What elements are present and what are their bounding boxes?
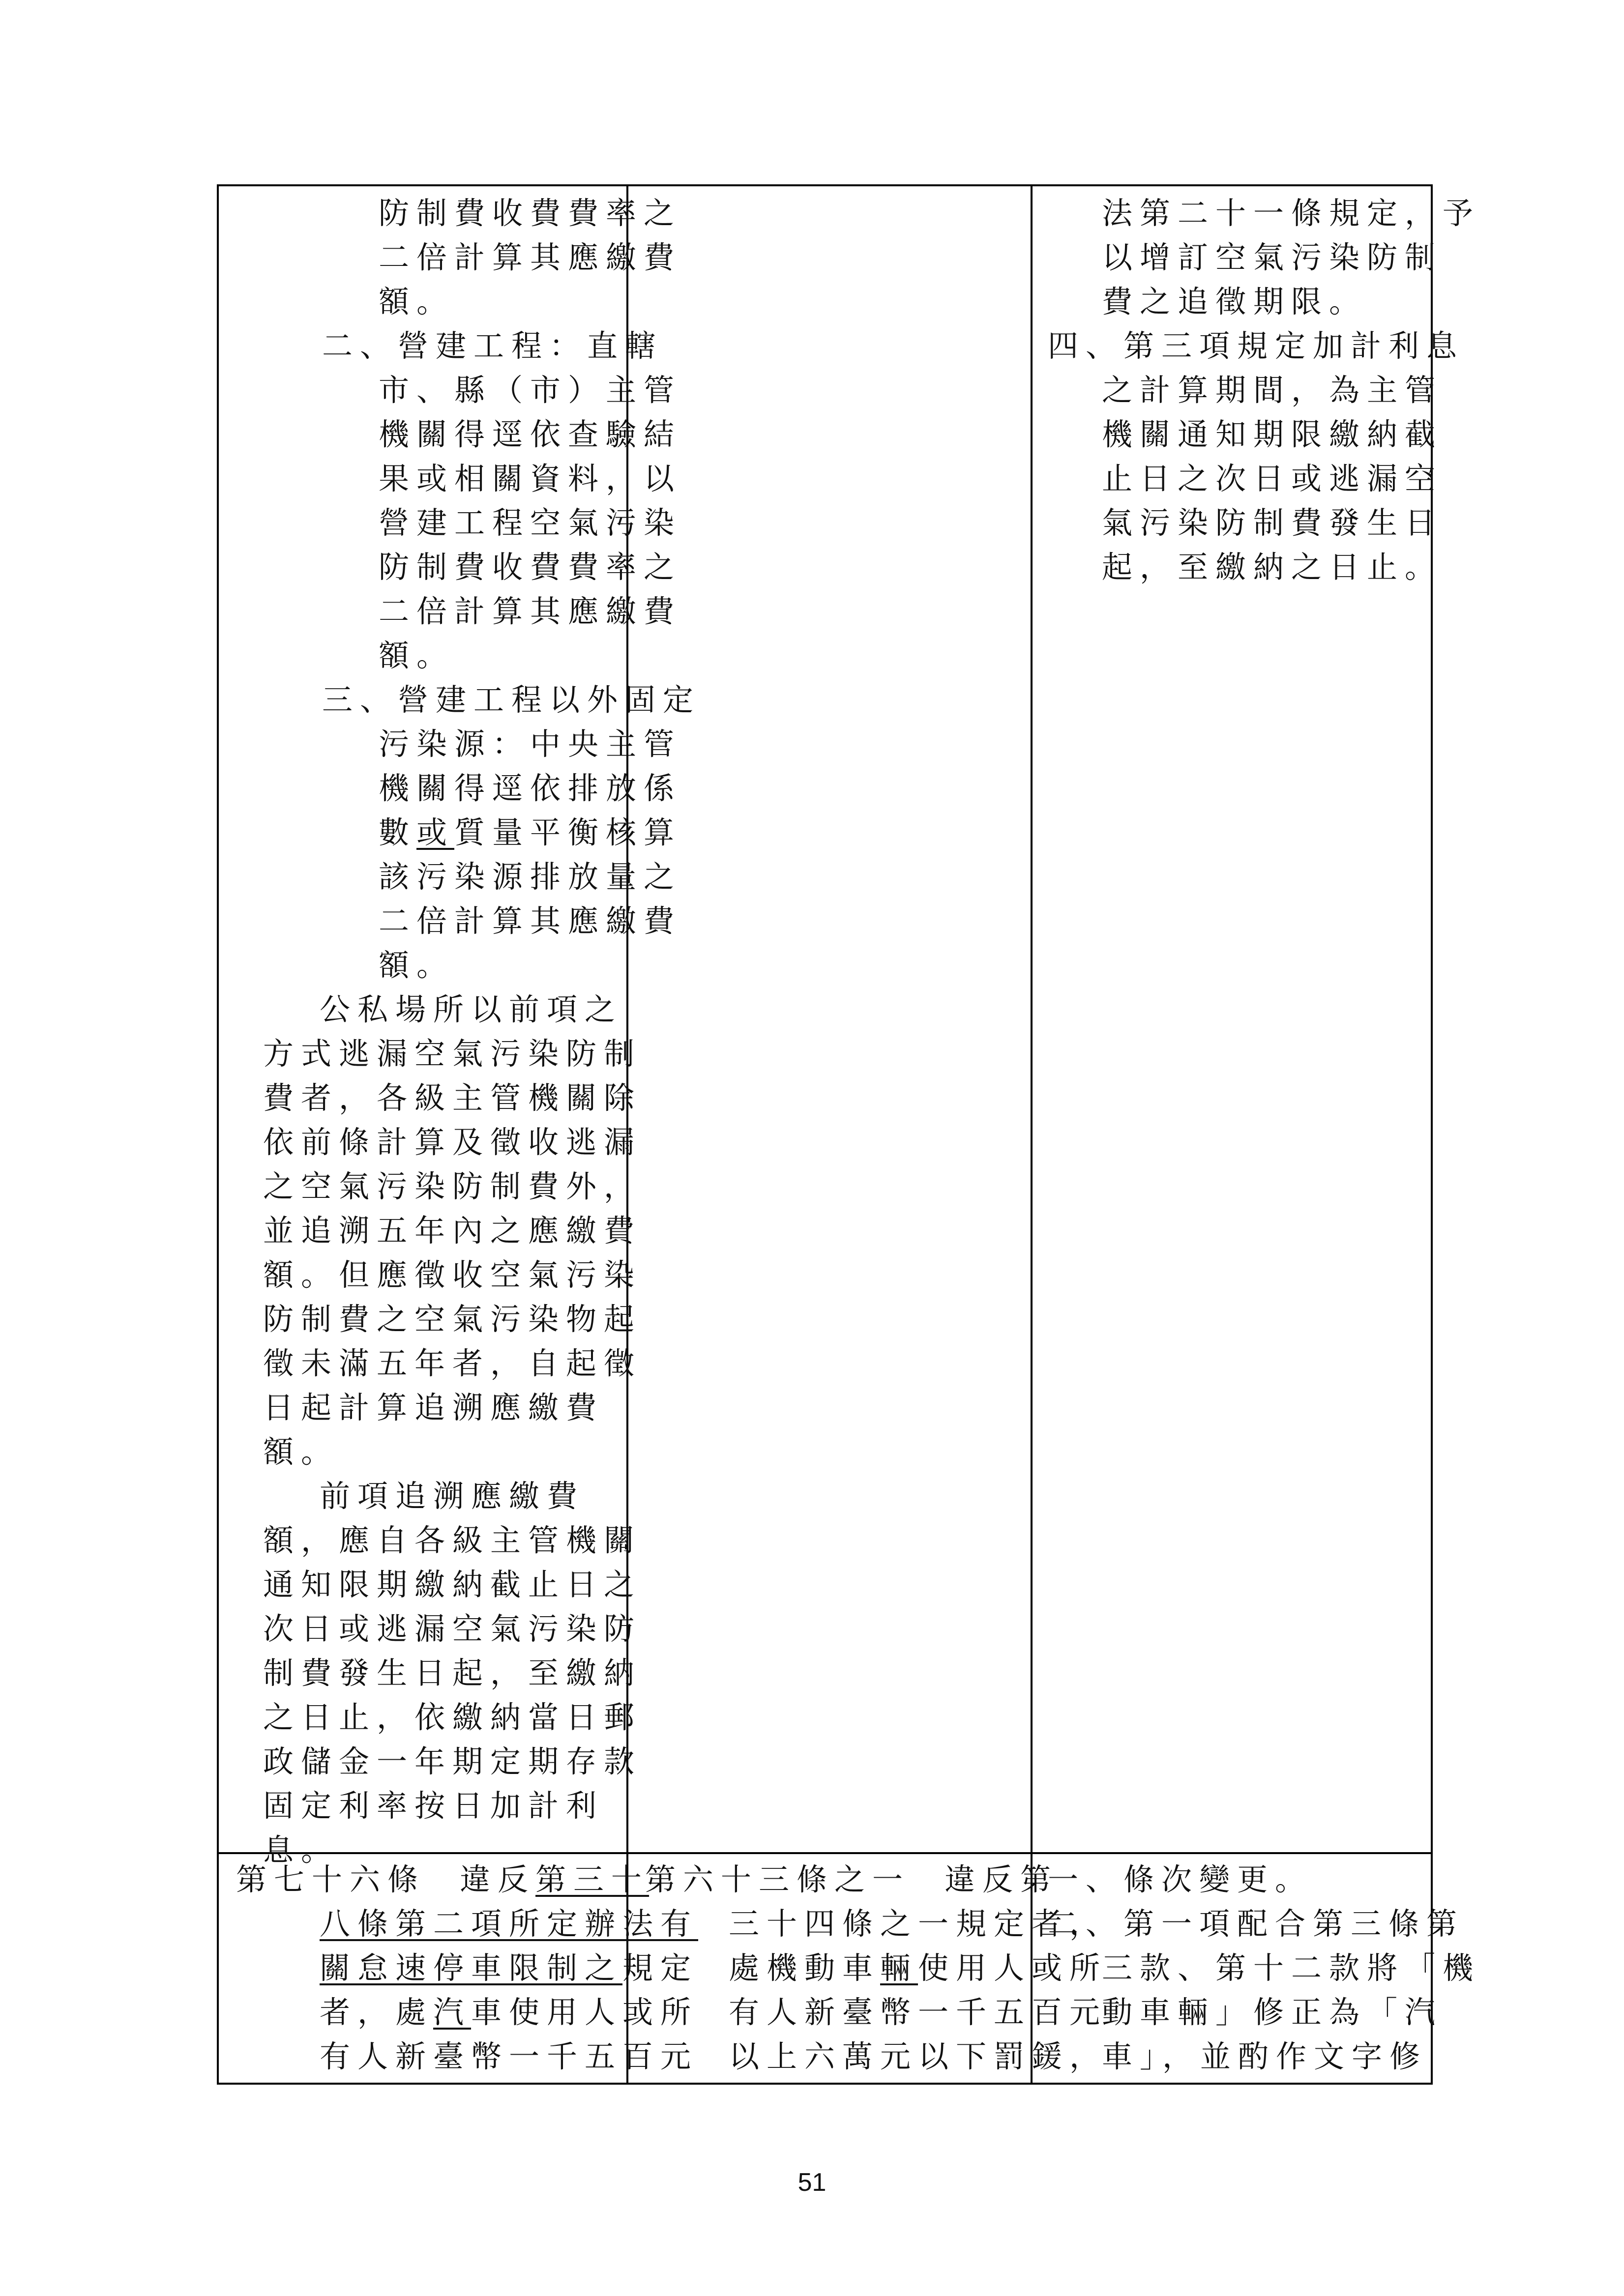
underlined-text: 關怠速停車限制之: [320, 1950, 623, 1986]
text-line: 之計算期間，為主管: [1102, 372, 1443, 408]
column-divider-2: [1031, 186, 1033, 2083]
text-segment: 車使用人或所: [471, 1994, 699, 2030]
text-line: 日起計算追溯應繳費: [263, 1390, 604, 1425]
text-line: 依前條計算及徵收逃漏: [263, 1124, 642, 1160]
text-line: 通知限期繳納截止日之: [263, 1567, 642, 1602]
text-line: 該污染源排放量之: [379, 859, 682, 895]
row2-current-text: [645, 1858, 1107, 2079]
text-line: 止日之次日或逃漏空: [1102, 461, 1443, 496]
text-line: 機關通知期限繳納截: [1102, 416, 1443, 452]
article-number: 第七十六條: [236, 1861, 426, 1897]
text-line: 徵未滿五年者，自起徵: [263, 1345, 642, 1381]
text-line: [236, 1858, 698, 1902]
row2-explanation: [1048, 1858, 1480, 2079]
article-number: 第六十三條之一: [645, 1861, 911, 1897]
text-line: 二、營建工程：直轄: [322, 328, 663, 364]
text-line: 三十四條之一規定者，: [729, 1906, 1108, 1942]
underlined-text: 或: [416, 814, 455, 850]
text-line: 二、第一項配合第三條第: [1048, 1906, 1465, 1942]
row1-explanation: [1048, 191, 1480, 589]
text-line: 機關得逕依排放係: [379, 770, 682, 806]
text-line: 費者，各級主管機關除: [263, 1080, 642, 1116]
text-line: 息。: [263, 1832, 339, 1868]
row1-amended-text: [263, 191, 701, 1872]
text-line: 有人新臺幣一千五百元: [320, 2038, 699, 2074]
text-line: 額。: [379, 284, 455, 320]
text-line: 動車輛」修正為「汽: [1102, 1994, 1443, 2030]
page-number: 51: [797, 2168, 827, 2197]
text-line: 之空氣污染防制費外，: [263, 1168, 642, 1204]
text-line: 氣污染防制費發生日: [1102, 505, 1443, 541]
text-line: 以上六萬元以下罰鍰，: [729, 2038, 1108, 2074]
text-line: 有人新臺幣一千五百元: [729, 1994, 1108, 2030]
text-line: 一、條次變更。: [1048, 1861, 1313, 1897]
text-segment: 質量平衡核算: [454, 814, 682, 850]
underlined-text: 輛: [880, 1950, 918, 1986]
underlined-text: 汽: [433, 1994, 472, 2030]
text-line: [236, 1946, 698, 1990]
text-line: [236, 1990, 698, 2034]
text-segment: 違反第: [945, 1861, 1059, 1897]
text-segment: 數: [379, 814, 417, 850]
text-line: 果或相關資料，以: [379, 461, 682, 496]
underlined-text: 八條第二項所定辦法有: [320, 1906, 699, 1942]
text-line: 二倍計算其應繳費: [379, 903, 682, 939]
text-segment: 使用人或所: [918, 1950, 1108, 1986]
text-line: 市、縣（市）主管: [379, 372, 682, 408]
text-line: 機關得逕依查驗結: [379, 416, 682, 452]
text-line: 防制費收費費率之: [379, 549, 682, 585]
text-line: 三、營建工程以外固定: [322, 682, 701, 718]
text-line: 法第二十一條規定，予: [1102, 195, 1481, 231]
text-line: 額。: [263, 1434, 339, 1470]
text-line: [645, 1946, 1107, 1990]
text-line: 並追溯五年內之應繳費: [263, 1213, 642, 1249]
text-line: 方式逃漏空氣污染防制: [263, 1036, 642, 1072]
text-line: 車」，並酌作文字修: [1102, 2038, 1428, 2074]
text-segment: 規定: [622, 1950, 699, 1986]
text-line: 之日止，依繳納當日郵: [263, 1699, 642, 1735]
text-line: 額。: [379, 638, 455, 673]
text-line: 以增訂空氣污染防制: [1102, 239, 1443, 275]
text-line: 三款、第十二款將「機: [1102, 1950, 1481, 1986]
text-line: 二倍計算其應繳費: [379, 593, 682, 629]
text-line: 額。但應徵收空氣污染: [263, 1257, 642, 1293]
text-line: 二倍計算其應繳費: [379, 239, 682, 275]
text-line: 起，至繳納之日止。: [1102, 549, 1443, 585]
text-line: 額，應自各級主管機關: [263, 1522, 642, 1558]
text-segment: 處機動車: [729, 1950, 881, 1986]
text-line: 制費發生日起，至繳納: [263, 1655, 642, 1691]
text-line: [645, 1858, 1107, 1902]
text-line: 營建工程空氣污染: [379, 505, 682, 541]
text-line: 四、第三項規定加計利息: [1048, 328, 1465, 364]
underlined-text: 第三十: [535, 1861, 650, 1897]
text-line: 防制費收費費率之: [379, 195, 682, 231]
text-line: 次日或逃漏空氣污染防: [263, 1611, 642, 1647]
text-segment: 者，處: [320, 1994, 434, 2030]
text-line: [236, 1902, 698, 1946]
text-line: [263, 811, 701, 855]
text-segment: 違反: [460, 1861, 536, 1897]
text-line: 防制費之空氣污染物起: [263, 1301, 642, 1337]
comparison-table: [217, 184, 1481, 2085]
text-line: 政儲金一年期定期存款: [263, 1744, 642, 1779]
text-line: 公私場所以前項之: [320, 991, 623, 1027]
text-line: 額。: [379, 947, 455, 983]
text-line: 費之追徵期限。: [1102, 284, 1367, 320]
row2-amended-text: [236, 1858, 698, 2079]
text-line: 前項追溯應繳費: [320, 1478, 585, 1514]
text-line: 固定利率按日加計利: [263, 1788, 604, 1824]
text-line: 污染源：中央主管: [379, 726, 682, 762]
